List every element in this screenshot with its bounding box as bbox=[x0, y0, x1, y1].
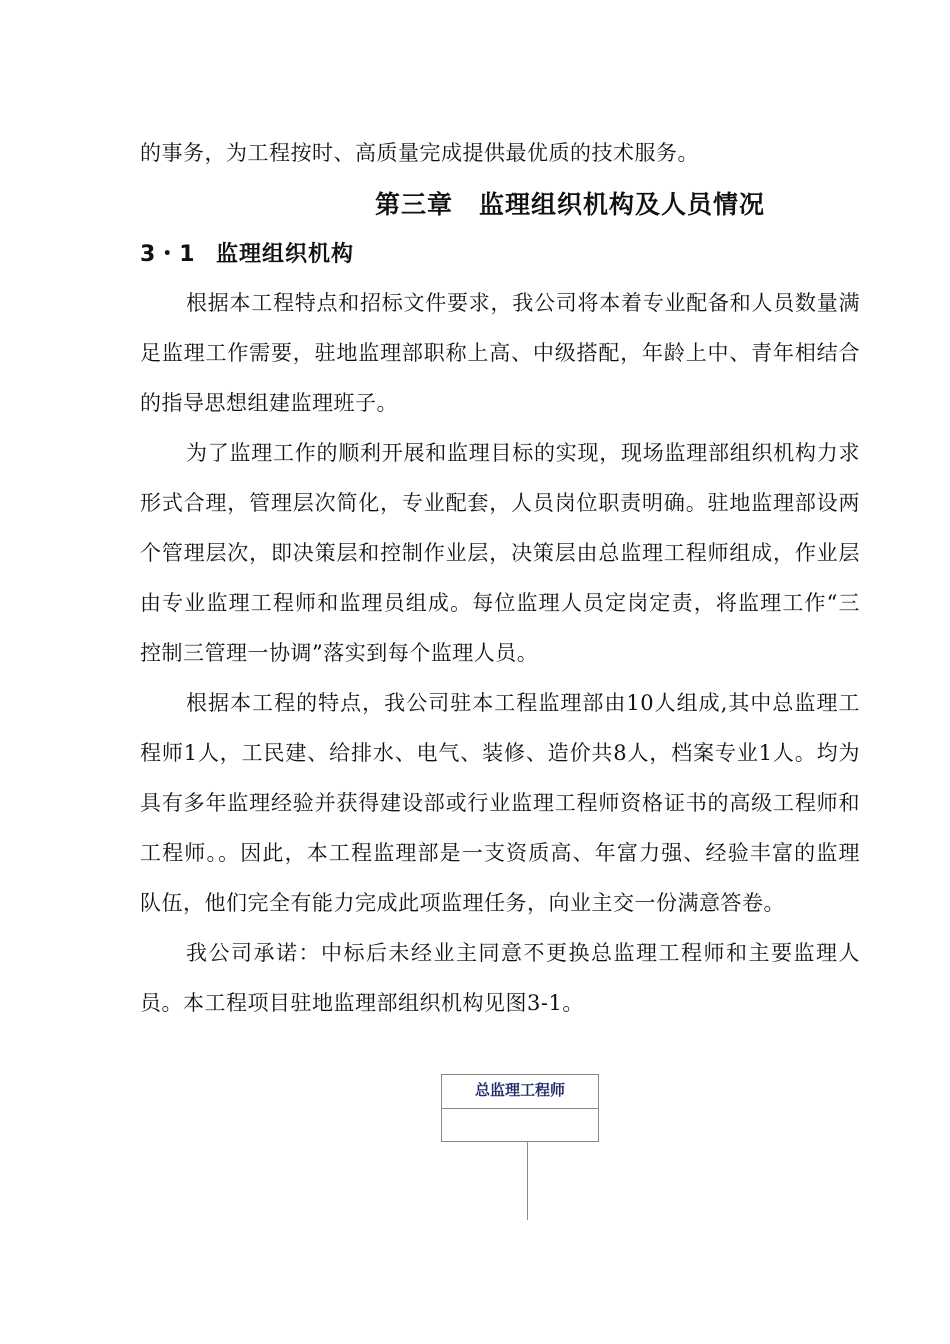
org-chart-box-title: 总监理工程师 bbox=[442, 1075, 598, 1109]
document-body bbox=[140, 128, 860, 1028]
section-title: 监理组织机构 bbox=[216, 242, 355, 267]
body-paragraph: 为了监理工作的顺利开展和监理目标的实现，现场监理部组织机构力求形式合理，管理层次简化，专业配套，人员岗位职责明确。驻地监理部设两个管理层次，即决策层和控制作业层，决策层由总监理工程师组成，作业层由专业监理工程师和监理员组成。每位监理人员定岗定责，将监理工作“三控制三管理一协调”落实到每个监理人员。 bbox=[140, 441, 860, 665]
section-number: 3・1 bbox=[140, 242, 196, 267]
org-chart-connector-line bbox=[527, 1142, 528, 1220]
intro-paragraph-tail: 的事务，为工程按时、高质量完成提供最优质的技术服务。 bbox=[140, 141, 699, 165]
body-paragraph: 根据本工程的特点，我公司驻本工程监理部由10人组成,其中总监理工程师1人，工民建、给排水、电气、装修、造价共8人，档案专业1人。均为具有多年监理经验并获得建设部或行业监理工程师资格证书的高级工程师和工程师。。因此，本工程监理部是一支资质高、年富力强、经验丰富的监理队伍，他们完全有能力完成此项监理任务，向业主交一份满意答卷。 bbox=[140, 691, 860, 915]
org-chart-top-box bbox=[441, 1074, 599, 1142]
body-paragraph: 我公司承诺：中标后未经业主同意不更换总监理工程师和主要监理人员。本工程项目驻地监理部组织机构见图3-1。 bbox=[140, 941, 860, 1015]
body-paragraph: 根据本工程特点和招标文件要求，我公司将本着专业配备和人员数量满足监理工作需要，驻地监理部职称上高、中级搭配，年龄上中、青年相结合的指导思想组建监理班子。 bbox=[140, 291, 860, 415]
section-heading bbox=[140, 232, 860, 278]
chapter-title: 第三章 监理组织机构及人员情况 bbox=[374, 190, 765, 219]
